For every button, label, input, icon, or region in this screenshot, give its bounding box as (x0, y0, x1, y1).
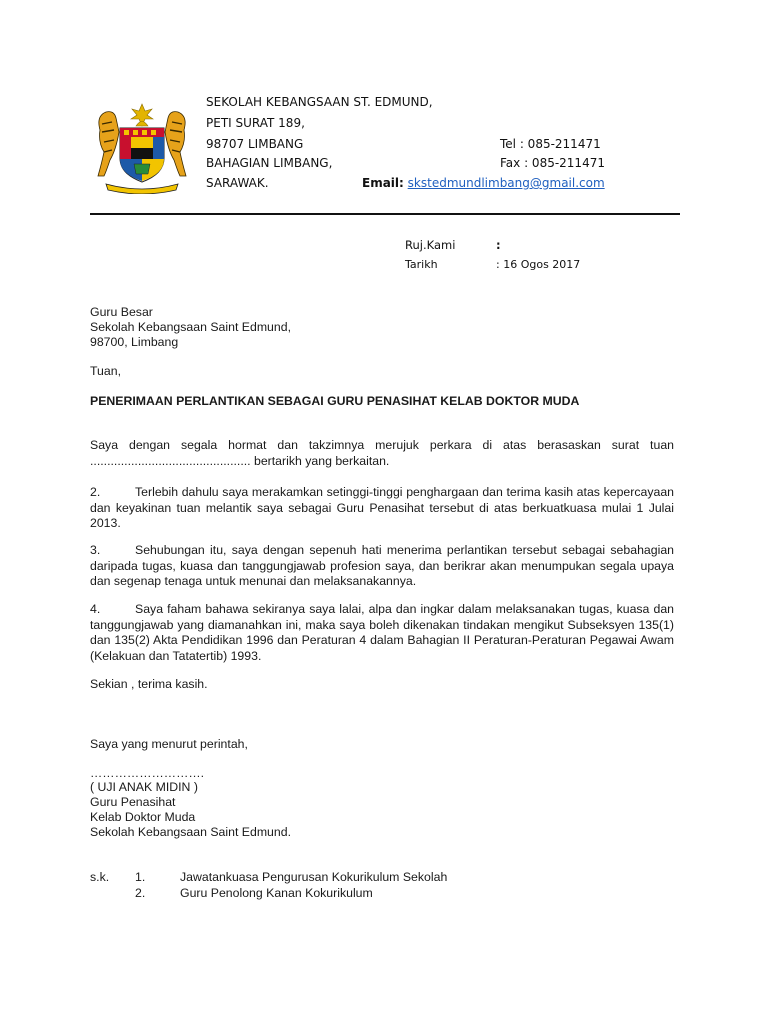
signatory-club: Kelab Doktor Muda (90, 810, 196, 824)
salutation: Tuan, (90, 364, 121, 378)
state: SARAWAK. (206, 176, 269, 190)
paragraph-2-text: Terlebih dahulu saya merakamkan setinggi-tinggi penghargaan dan terima kasih atas kepercayaan dan keyakinan tuan melantik saya sebagai Guru Penasihat tersebut di atas berkuatkuasa mulai 1 Julai 2013. (90, 485, 674, 530)
email-line (362, 176, 605, 190)
subject-heading: PENERIMAAN PERLANTIKAN SEBAGAI GURU PENASIHAT KELAB DOKTOR MUDA (90, 394, 580, 408)
ruj-label: Ruj.Kami (405, 238, 456, 252)
paragraph-3 (90, 543, 674, 590)
sk-item (0, 886, 768, 902)
email-label: Email: (362, 176, 404, 190)
paragraph-3-number: 3. (90, 543, 101, 557)
sk-item-number: 2. (135, 886, 146, 900)
signatory-title: Guru Penasihat (90, 795, 176, 809)
fax: Fax : 085-211471 (500, 156, 605, 170)
paragraph-1: Saya dengan segala hormat dan takzimnya merujuk perkara di atas berasaskan surat tuan ............................................... bertarikh yang berkaitan. (90, 438, 674, 468)
tarikh-label: Tarikh (405, 258, 438, 271)
signoff: Saya yang menurut perintah, (90, 737, 248, 751)
signatory-name: ( UJI ANAK MIDIN ) (90, 780, 198, 794)
paragraph-2-number: 2. (90, 485, 101, 499)
ruj-value: : (496, 238, 501, 252)
division: BAHAGIAN LIMBANG, (206, 156, 333, 170)
paragraph-4-text: Saya faham bahawa sekiranya saya lalai, alpa dan ingkar dalam melaksanakan tugas, kuasa dan tanggungjawab yang diamanahkan ini, maka saya boleh dikenakan tindakan mengikut Subseksyen 135(1) dan 135(2) Akta Pendidikan 1996 dan Peraturan 4 dalam Bahagian II Peraturan-Peraturan Pegawai Awam (Kelakuan dan Tatatertib) 1993. (90, 602, 674, 663)
sk-item (0, 870, 768, 886)
paragraph-4 (90, 602, 674, 664)
letterhead-divider (90, 213, 680, 215)
sk-item-text: Guru Penolong Kanan Kokurikulum (180, 886, 373, 900)
closing: Sekian , terima kasih. (90, 677, 208, 691)
sk-label: s.k. (90, 870, 110, 884)
school-name: SEKOLAH KEBANGSAAN ST. EDMUND, (206, 95, 433, 109)
postcode: 98707 LIMBANG (206, 137, 304, 151)
tarikh-value: : 16 Ogos 2017 (496, 258, 581, 271)
po-box: PETI SURAT 189, (206, 116, 305, 130)
recipient-address: 98700, Limbang (90, 335, 179, 349)
telephone: Tel : 085-211471 (500, 137, 601, 151)
paragraph-4-number: 4. (90, 602, 101, 616)
paragraph-2 (90, 485, 674, 532)
coat-of-arms-logo (92, 102, 192, 194)
recipient-school: Sekolah Kebangsaan Saint Edmund, (90, 320, 291, 334)
email-link[interactable]: skstedmundlimbang@gmail.com (407, 176, 605, 190)
signatory-school: Sekolah Kebangsaan Saint Edmund. (90, 825, 291, 839)
paragraph-3-text: Sehubungan itu, saya dengan sepenuh hati menerima perlantikan tersebut sebagai sebahagian daripada tugas, kuasa dan tanggungjawab profesion saya, dan berikrar akan menumpukan segala upaya dan segenap tenaga untuk menunai dan melaksanakannya. (90, 543, 674, 588)
sk-item-number: 1. (135, 870, 146, 884)
signature-line: ………………………. (90, 766, 205, 780)
recipient-title: Guru Besar (90, 305, 153, 319)
sk-item-text: Jawatankuasa Pengurusan Kokurikulum Sekolah (180, 870, 448, 884)
